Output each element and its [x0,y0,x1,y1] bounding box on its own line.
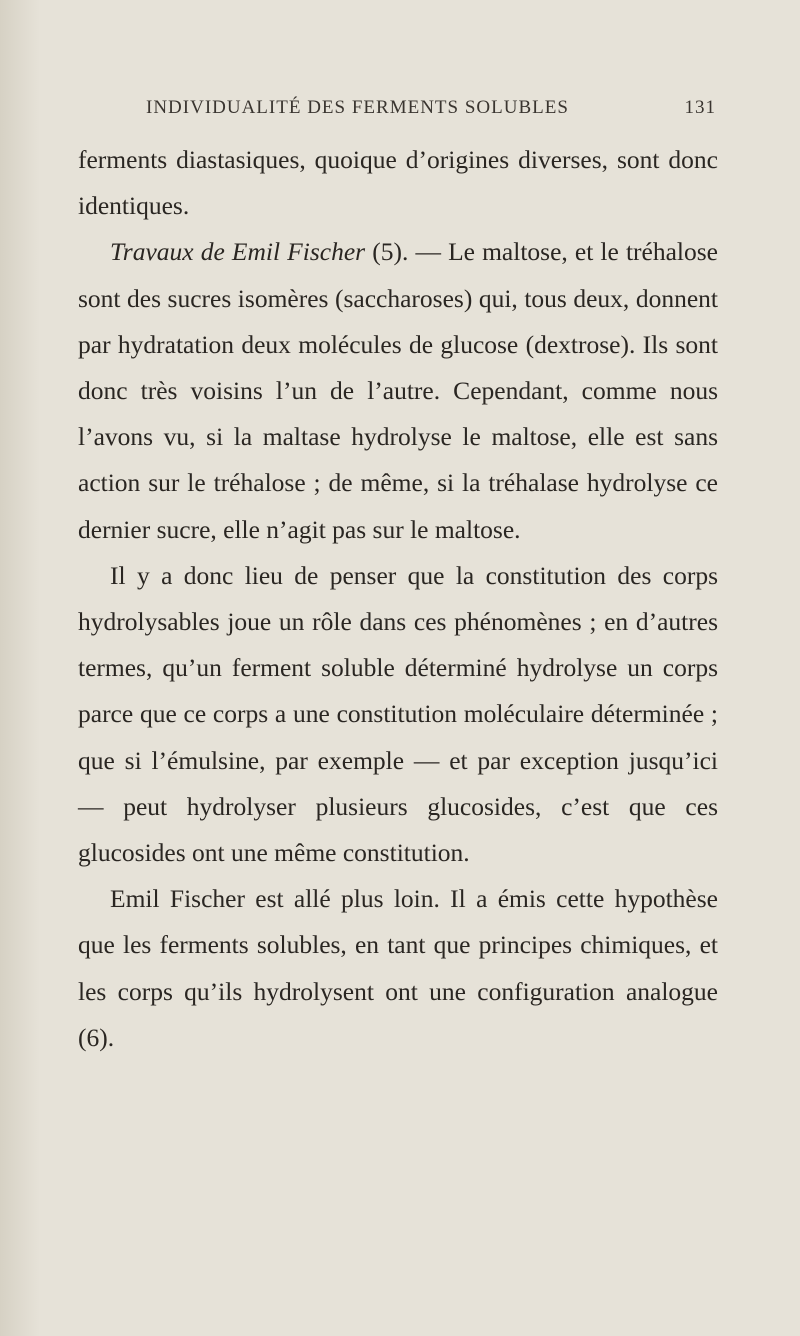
body-text [78,137,718,1061]
paragraph-3: Il y a donc lieu de penser que la constitution des corps hydrolysables joue un rôle dans ces phénomènes ; en d’autres termes, qu’un ferment soluble déterminé hydrolyse un corps parce que ce corps a une constitution moléculaire déterminée ; que si l’émulsine, par exemple — et par exception jusqu’ici — peut hydrolyser plusieurs glucosides, c’est que ces glucosides ont une même constitution. [78,560,718,868]
paragraph-2-text: (5). — Le maltose, et le tréhalose sont des sucres isomères (saccharoses) qui, tous deux, donnent par hydratation deux molécules de glucose (dextrose). Ils sont donc très voisins l’un de l’autre. Cependant, comme nous l’avons vu, si la maltase hydrolyse le maltose, elle est sans action sur le tréhalose ; de même, si la tréhalase hydrolyse ce dernier sucre, elle n’agit pas sur le maltose. [78,237,718,544]
section-title: Travaux de Emil Fischer [110,237,366,267]
page-edge [0,0,40,1336]
page-number: 131 [684,97,716,118]
paragraph-4: Emil Fischer est allé plus loin. Il a émis cette hypothèse que les ferments solubles, en tant que principes chimiques, et les corps qu’ils hydrolysent ont une configuration analogue (6). [78,884,718,1052]
paragraph-2 [78,229,718,552]
header-title: INDIVIDUALITÉ DES FERMENTS SOLUBLES [146,97,569,118]
paragraph-1: ferments diastasiques, quoique d’origines diverses, sont donc identiques. [78,145,718,221]
